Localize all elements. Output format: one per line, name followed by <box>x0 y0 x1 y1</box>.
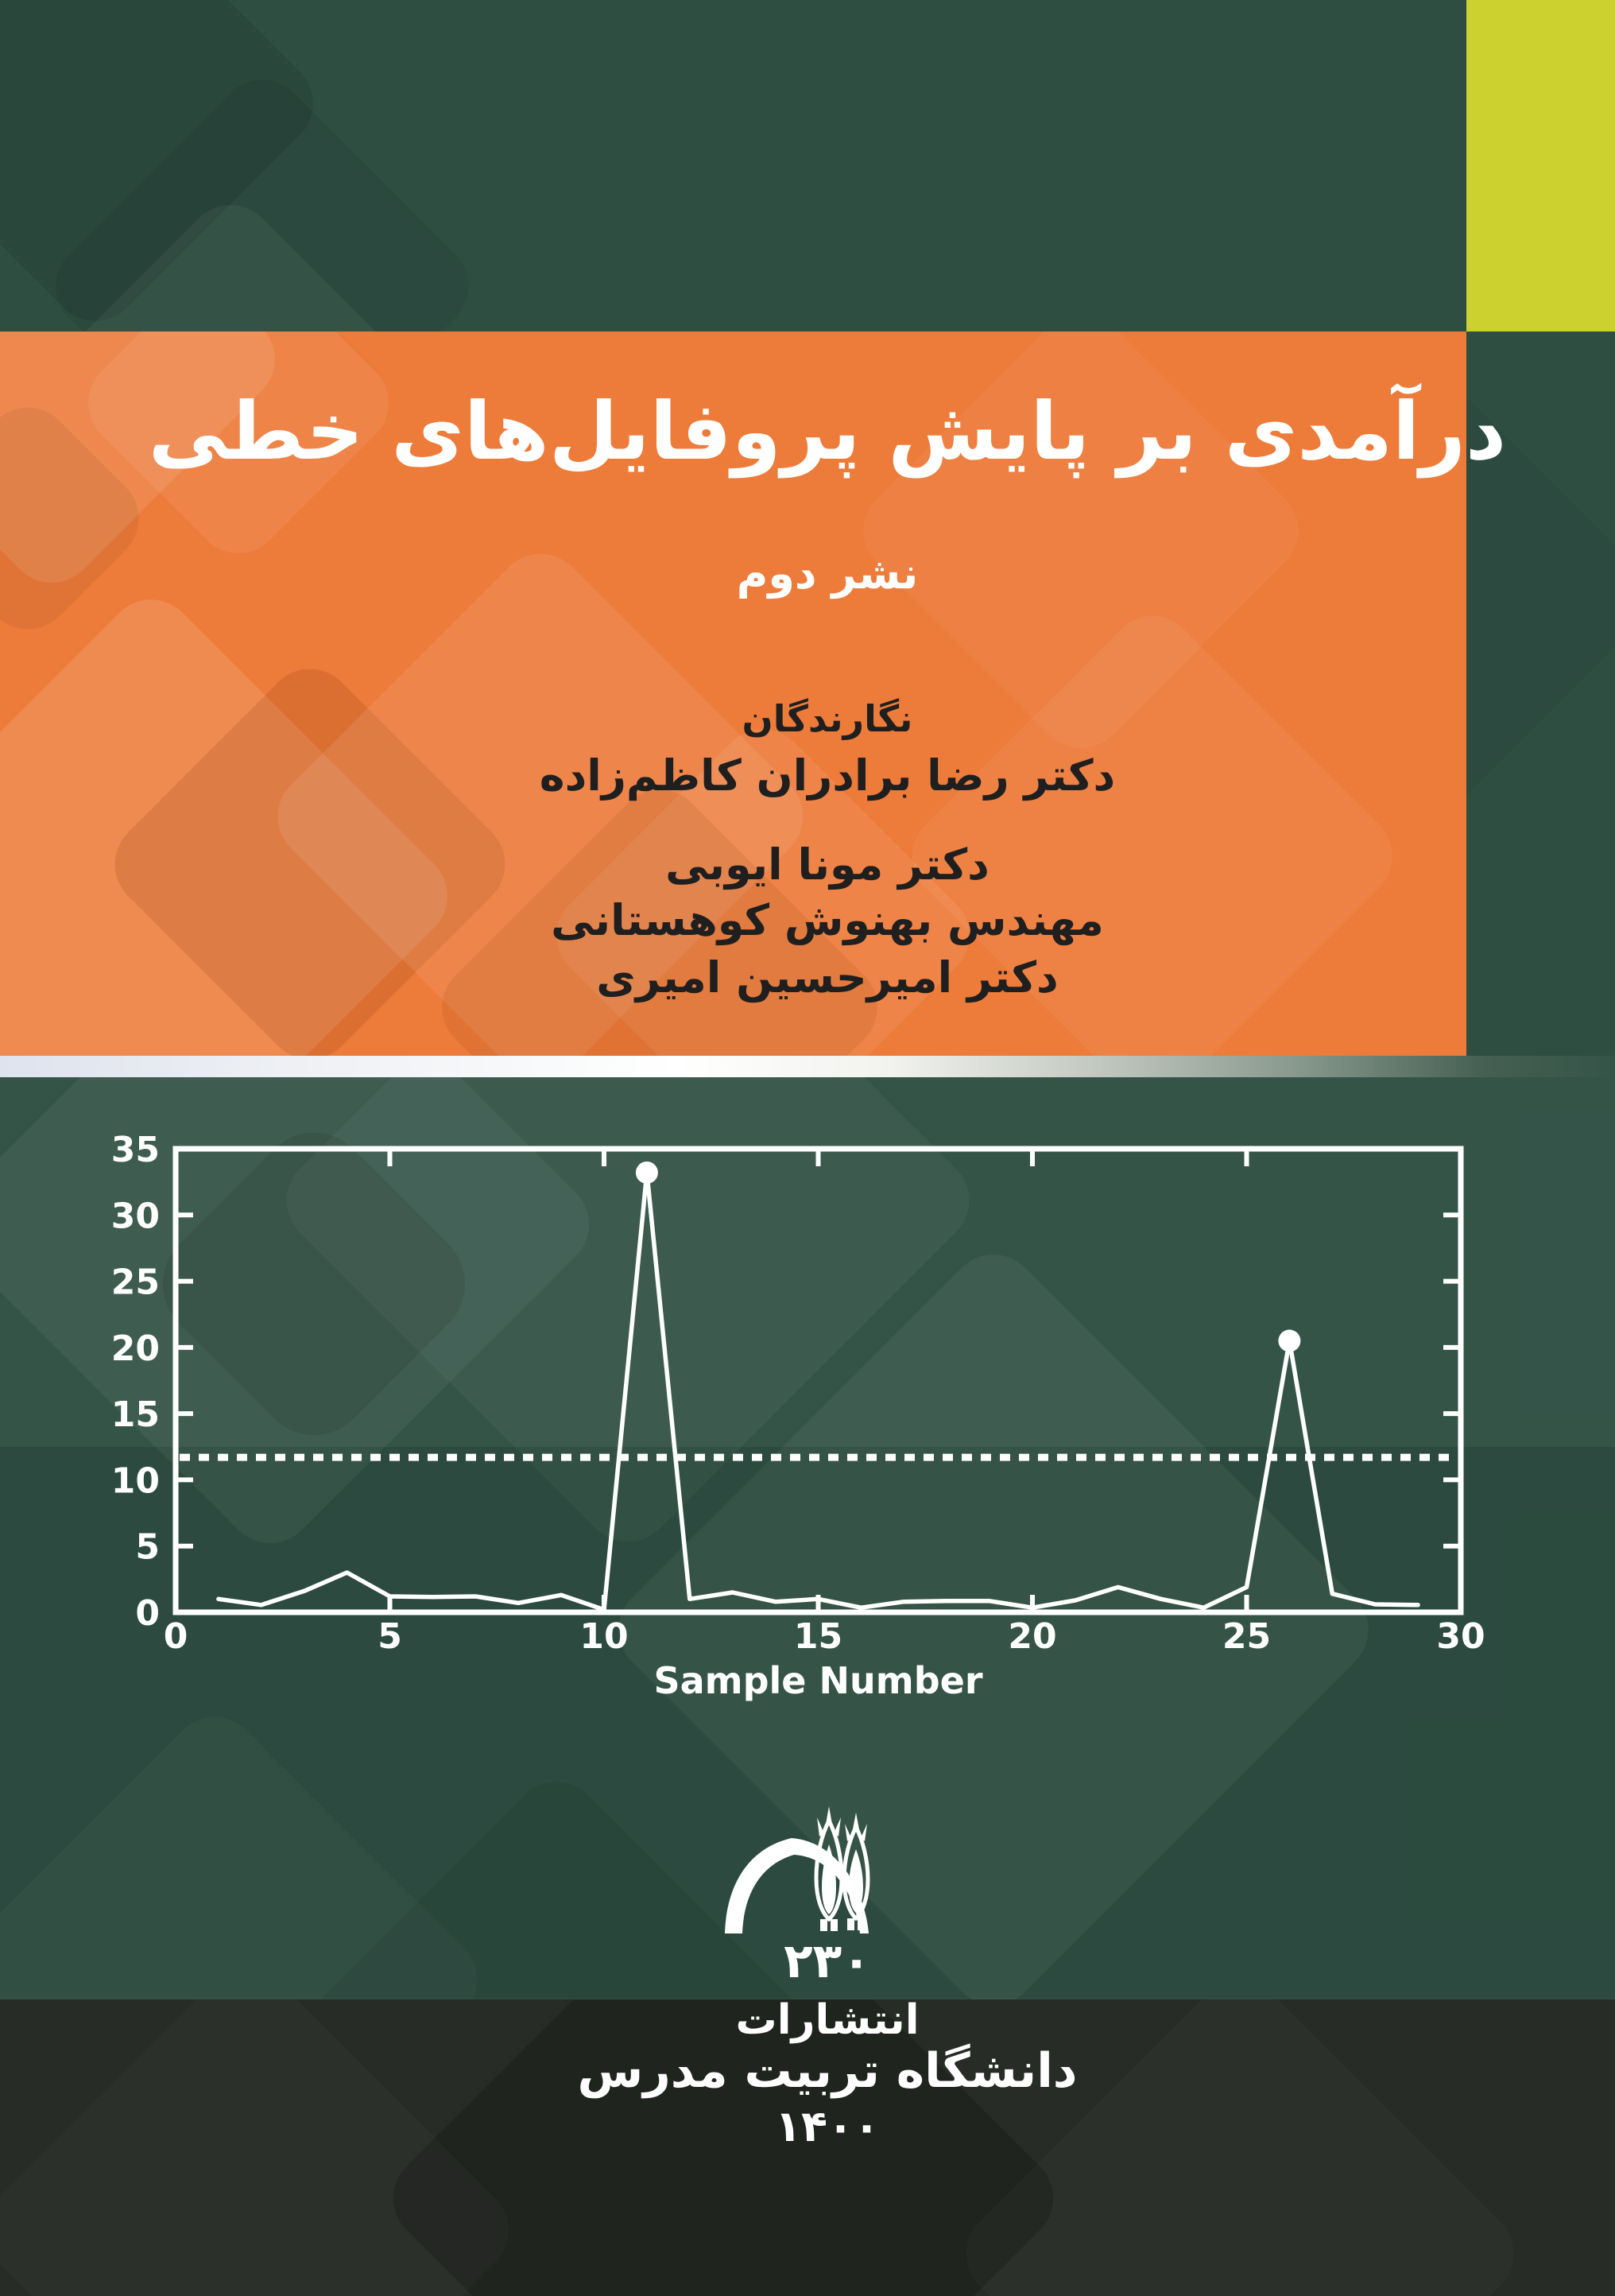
accent-corner-block <box>1466 0 1615 332</box>
book-title: درآمدی بر پایش پروفایل‌های خطی <box>148 385 1507 478</box>
university-name: دانشگاه تربیت مدرس <box>577 2043 1078 2099</box>
publisher-label: انتشارات <box>735 1999 920 2044</box>
svg-text:20: 20 <box>1008 1616 1057 1657</box>
svg-text:25: 25 <box>110 1262 160 1303</box>
svg-text:5: 5 <box>135 1526 160 1568</box>
out-of-control-marker <box>636 1162 658 1184</box>
publication-year: ۱۴۰۰ <box>775 2101 880 2151</box>
university-logo-icon <box>707 1794 906 1945</box>
series-number: ۲۳۰ <box>784 1933 871 1989</box>
svg-text:10: 10 <box>579 1616 629 1657</box>
control-chart <box>0 1072 1615 1771</box>
svg-text:0: 0 <box>163 1616 188 1657</box>
statistic-line <box>219 1173 1418 1610</box>
author-name: دکتر رضا برادران کاظم‌زاده <box>539 750 1116 801</box>
svg-text:30: 30 <box>110 1196 160 1237</box>
x-axis-label: Sample Number <box>653 1659 983 1702</box>
edition-label: نشر دوم <box>736 549 919 599</box>
svg-text:35: 35 <box>110 1130 160 1170</box>
authors-heading: نگارندگان <box>742 697 913 740</box>
svg-text:20: 20 <box>110 1328 160 1369</box>
author-name: مهندس بهنوش کوهستانی <box>551 895 1104 945</box>
author-name: دکتر امیرحسین امیری <box>596 952 1059 1003</box>
author-name: دکتر مونا ایوبی <box>665 840 990 890</box>
svg-text:0: 0 <box>135 1593 160 1634</box>
svg-text:15: 15 <box>110 1394 160 1436</box>
svg-text:15: 15 <box>793 1616 843 1657</box>
svg-text:30: 30 <box>1436 1616 1485 1657</box>
out-of-control-marker <box>1278 1330 1300 1352</box>
footer-band <box>0 1999 1615 2296</box>
svg-text:25: 25 <box>1222 1616 1272 1657</box>
plot-frame <box>176 1149 1461 1612</box>
svg-text:5: 5 <box>378 1616 402 1657</box>
svg-text:10: 10 <box>110 1460 160 1502</box>
